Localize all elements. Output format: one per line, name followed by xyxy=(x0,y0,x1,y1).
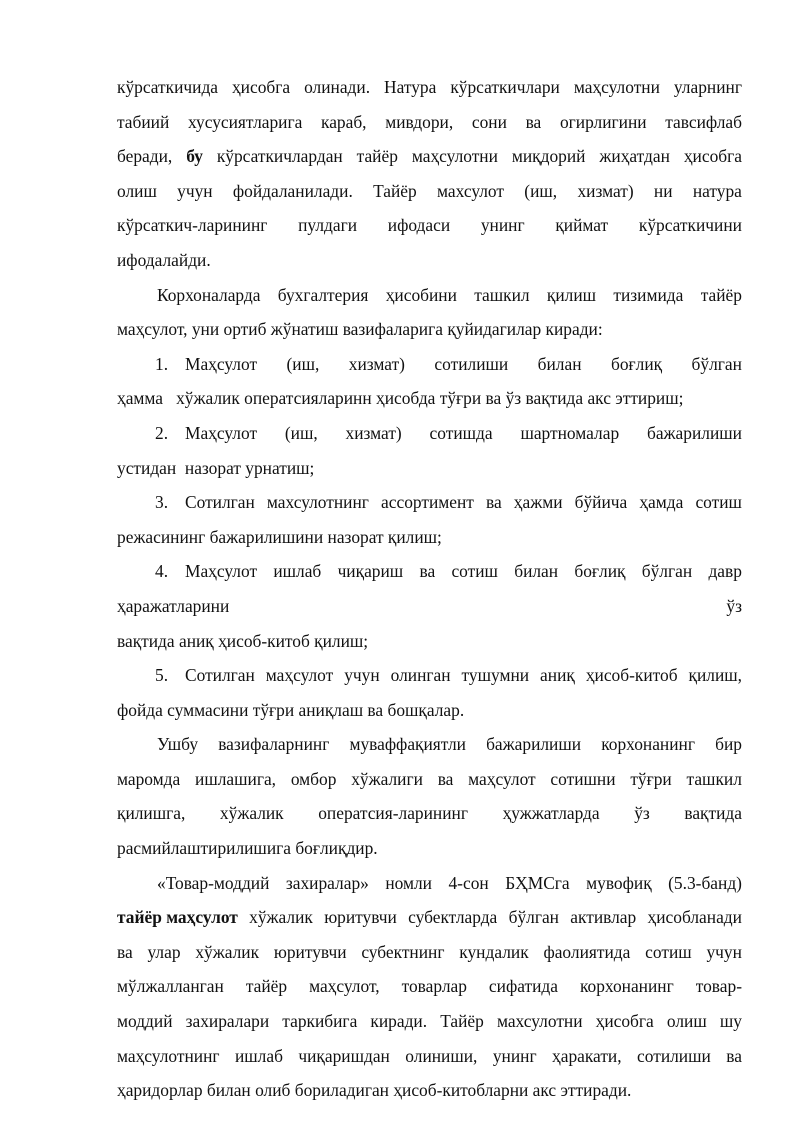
word: ҳисобга xyxy=(231,77,291,97)
word: билан xyxy=(514,561,559,582)
word: махсулот xyxy=(437,180,504,201)
word: сотиш xyxy=(645,941,692,962)
word: ҳисобини xyxy=(385,284,457,305)
list-number: 3. xyxy=(155,492,169,513)
word: Тайёр xyxy=(440,1011,484,1032)
word: Сотилган xyxy=(185,492,255,513)
word: тайёр xyxy=(356,146,398,167)
word: Ушбу xyxy=(157,734,199,755)
word: хўжалик xyxy=(219,803,284,824)
word: миқдорий xyxy=(511,146,586,167)
word: тайёр xyxy=(700,284,742,305)
word: бўйича xyxy=(574,492,628,513)
list-item xyxy=(117,554,742,658)
word: киради. xyxy=(370,1011,428,1032)
text-line: маҳсулот, уни ортиб жўнатиш вазифаларига қуйидагилар киради: xyxy=(117,319,603,340)
word: юритувчи xyxy=(273,941,347,962)
word: учун xyxy=(177,180,213,201)
word: субектнинг xyxy=(361,941,445,962)
word: ва xyxy=(485,492,502,513)
word: Маҳсулот xyxy=(185,561,258,582)
word: кўрсаткичини xyxy=(638,215,742,236)
text-line xyxy=(117,969,742,1004)
word: номли xyxy=(385,872,432,893)
word: товарлар xyxy=(401,976,467,997)
word: (иш, xyxy=(284,422,318,443)
word: шартномалар xyxy=(520,422,620,443)
paragraph-1 xyxy=(117,70,742,278)
word: маҳсулотни xyxy=(411,146,498,167)
word: хўжалик xyxy=(195,941,260,962)
list-number: 4. xyxy=(155,561,169,582)
word: субектларда xyxy=(408,907,498,928)
word: сифатида xyxy=(488,976,558,997)
word: мўлжалланган xyxy=(117,976,224,997)
text-line xyxy=(117,762,742,797)
word: таркибига xyxy=(282,1011,358,1032)
word: Корхоналарда xyxy=(157,284,261,305)
word: қилиш xyxy=(546,284,597,305)
text-line xyxy=(117,796,742,831)
word: табиий xyxy=(117,111,170,132)
word: ўз xyxy=(726,595,742,616)
word: тушумни xyxy=(461,665,530,686)
text-line xyxy=(117,139,742,174)
word: ташкил xyxy=(686,768,742,789)
word: ишлаб xyxy=(234,1045,283,1066)
word: қилишга, xyxy=(117,803,186,824)
word: ҳужжатларда xyxy=(502,803,600,824)
word: махсулотни xyxy=(496,1011,583,1032)
word: кундалик xyxy=(459,941,529,962)
word: бажарилиши xyxy=(486,734,582,755)
word: ҳаражатларини xyxy=(117,595,230,616)
paragraph-2 xyxy=(117,278,742,347)
text-line xyxy=(117,278,742,313)
word: беради, xyxy=(117,146,173,167)
word: тайёр xyxy=(245,976,288,997)
word: маҳсулотни xyxy=(573,77,660,97)
word: хўжалик xyxy=(249,907,313,928)
word: захиралари xyxy=(185,1011,270,1032)
text-line xyxy=(117,554,742,589)
word: тизимида xyxy=(613,284,684,305)
text-line: ҳамма хўжалик оператсияларинн ҳисобда тўғри ва ўз вақтида акс эттириш; xyxy=(117,388,684,409)
word: хўжалиги xyxy=(351,768,423,789)
text-line xyxy=(117,1039,742,1074)
word: ифодаси xyxy=(387,215,451,236)
word: ассортимент xyxy=(381,492,474,513)
word: бажарилиши xyxy=(646,422,742,443)
text-line xyxy=(117,105,742,140)
word: чиқаришдан xyxy=(298,1045,390,1066)
word: маромда xyxy=(117,768,181,789)
word: тўғри xyxy=(630,768,672,789)
text-line xyxy=(117,485,742,520)
word: (5.3-банд) xyxy=(668,872,742,893)
word: ҳисобга xyxy=(595,1011,654,1032)
text-line: режасининг бажарилишини назорат қилиш; xyxy=(117,526,442,547)
text-line xyxy=(117,589,742,624)
word: унинг xyxy=(480,215,525,236)
word: боғлиқ xyxy=(610,353,663,374)
word: ҳисобга xyxy=(683,146,742,167)
word: натура xyxy=(692,180,742,201)
list-item xyxy=(117,416,742,485)
word: муваффақиятли xyxy=(349,734,466,755)
word: давр xyxy=(708,561,742,582)
word: хизмат) xyxy=(577,180,634,201)
word: корхонанинг xyxy=(601,734,695,755)
word: сотиш xyxy=(695,492,742,513)
word: олиш xyxy=(666,1011,707,1032)
word: жиҳатдан xyxy=(599,146,670,167)
numbered-list xyxy=(117,347,742,728)
word: корхонанинг xyxy=(579,976,674,997)
word: ҳаракати, xyxy=(552,1045,622,1066)
word: активлар xyxy=(570,907,637,928)
word: ва xyxy=(437,768,454,789)
word: шу xyxy=(719,1011,742,1032)
word: «Товар-моддий xyxy=(157,872,270,893)
word: кўрсаткич-ларининг xyxy=(117,215,268,236)
word: аниқ xyxy=(540,665,575,686)
word: караб, xyxy=(321,111,367,132)
word: Тайёр xyxy=(373,180,417,201)
text-line: ҳаридорлар билан олиб бориладиган ҳисоб-китобларни акс эттиради. xyxy=(117,1080,632,1101)
text-line xyxy=(117,935,742,970)
text-line: ифодалайди. xyxy=(117,249,211,270)
text-line xyxy=(117,900,742,935)
word: ҳамда xyxy=(639,492,684,513)
word: махсулотнинг xyxy=(266,492,369,513)
word: маҳсулот, xyxy=(309,976,380,997)
word: оператсия-ларининг xyxy=(318,803,468,824)
word: улар xyxy=(147,941,181,962)
text-line xyxy=(117,347,742,382)
word: моддий xyxy=(117,1011,173,1032)
word: вазифаларнинг xyxy=(218,734,330,755)
word: бўлган xyxy=(691,353,742,374)
word: қиймат xyxy=(555,215,609,236)
word: мувофиқ xyxy=(586,872,652,893)
word: кўрсаткичлардан xyxy=(216,146,343,167)
list-item-text xyxy=(185,416,742,451)
word: товар- xyxy=(695,976,742,997)
word: хизмат) xyxy=(348,353,405,374)
word: сотиш xyxy=(451,561,498,582)
word: ҳисобланади xyxy=(647,907,742,928)
word: тавсифлаб xyxy=(665,111,742,132)
word: мивдори, xyxy=(385,111,454,132)
text-line xyxy=(117,174,742,209)
text-line xyxy=(117,866,742,901)
word: вақтида xyxy=(684,803,742,824)
bold-word: бу xyxy=(186,146,203,167)
word: кўрсаткичида xyxy=(117,77,219,97)
word: маҳсулотнинг xyxy=(117,1045,220,1066)
word: сотилиши xyxy=(637,1045,711,1066)
text-line xyxy=(117,208,742,243)
paragraph-3 xyxy=(117,727,742,865)
word: сотишни xyxy=(550,768,616,789)
list-item-text xyxy=(185,554,742,589)
word: ишлаб xyxy=(273,561,322,582)
word: маҳсулот xyxy=(468,768,536,789)
list-item-text xyxy=(185,658,742,693)
bold-term: тайёр маҳсулот xyxy=(117,907,238,928)
word: ва xyxy=(726,1045,742,1066)
word: Маҳсулот xyxy=(185,353,258,374)
list-item xyxy=(117,485,742,554)
word: захиралар» xyxy=(285,872,369,893)
word: чиқариш xyxy=(337,561,404,582)
word: бир xyxy=(715,734,742,755)
word: ва xyxy=(117,941,133,962)
word: ишлашига, xyxy=(195,768,277,789)
word: ўз xyxy=(634,803,650,824)
list-item-text xyxy=(185,347,742,382)
word: сотишда xyxy=(429,422,493,443)
word: ҳисоб-китоб xyxy=(585,665,678,686)
word: уларнинг xyxy=(673,77,742,97)
text-line: вақтида аниқ ҳисоб-китоб қилиш; xyxy=(117,630,369,651)
word: хусусиятларига xyxy=(187,111,303,132)
word: маҳсулот xyxy=(265,665,334,686)
text-line xyxy=(117,70,742,105)
list-number: 1. xyxy=(155,353,169,374)
word: юритувчи xyxy=(324,907,397,928)
word: бўлган xyxy=(508,907,559,928)
word: олинади. xyxy=(304,77,371,97)
text-line: расмийлаштирилишига боғлиқдир. xyxy=(117,838,378,859)
list-number: 2. xyxy=(155,422,169,443)
word: унинг xyxy=(492,1045,537,1066)
text-line xyxy=(117,658,742,693)
text-line: фойда суммасини тўғри аниқлаш ва бошқалар. xyxy=(117,699,465,720)
word: пулдаги xyxy=(298,215,358,236)
word: олинган xyxy=(390,665,451,686)
word: боғлиқ xyxy=(574,561,626,582)
word: бухгалтерия xyxy=(277,284,369,305)
text-line xyxy=(117,416,742,451)
word: учун xyxy=(706,941,742,962)
word: омбор xyxy=(290,768,337,789)
text-line xyxy=(117,727,742,762)
word: (иш, xyxy=(524,180,558,201)
list-item xyxy=(117,658,742,727)
word: хизмат) xyxy=(345,422,402,443)
word: ташкил xyxy=(474,284,530,305)
text-line xyxy=(117,1004,742,1039)
word: кўрсаткичлари xyxy=(450,77,560,97)
word: билан xyxy=(537,353,582,374)
word: БҲМСга xyxy=(505,872,570,893)
word: қилиш, xyxy=(688,665,742,686)
word: (иш, xyxy=(286,353,320,374)
word: ни xyxy=(653,180,673,201)
word: бўлган xyxy=(641,561,693,582)
word: 4-сон xyxy=(448,872,489,893)
word: ва xyxy=(525,111,542,132)
paragraph-4 xyxy=(117,866,742,1108)
word: ҳажми xyxy=(513,492,563,513)
word: учун xyxy=(344,665,380,686)
word: Маҳсулот xyxy=(185,422,258,443)
word: Сотилган xyxy=(185,665,255,686)
word: олиниши, xyxy=(405,1045,478,1066)
word: ва xyxy=(419,561,436,582)
text-line: устидан назорат урнатиш; xyxy=(117,457,315,478)
word: фойдаланилади. xyxy=(232,180,353,201)
list-item-text xyxy=(185,485,742,520)
list-item xyxy=(117,347,742,416)
list-number: 5. xyxy=(155,665,169,686)
word: огирлигини xyxy=(559,111,647,132)
word: олиш xyxy=(117,180,157,201)
word: Натура xyxy=(384,77,437,97)
word: фаолиятида xyxy=(543,941,631,962)
word: сони xyxy=(471,111,507,132)
word: сотилиши xyxy=(434,353,509,374)
